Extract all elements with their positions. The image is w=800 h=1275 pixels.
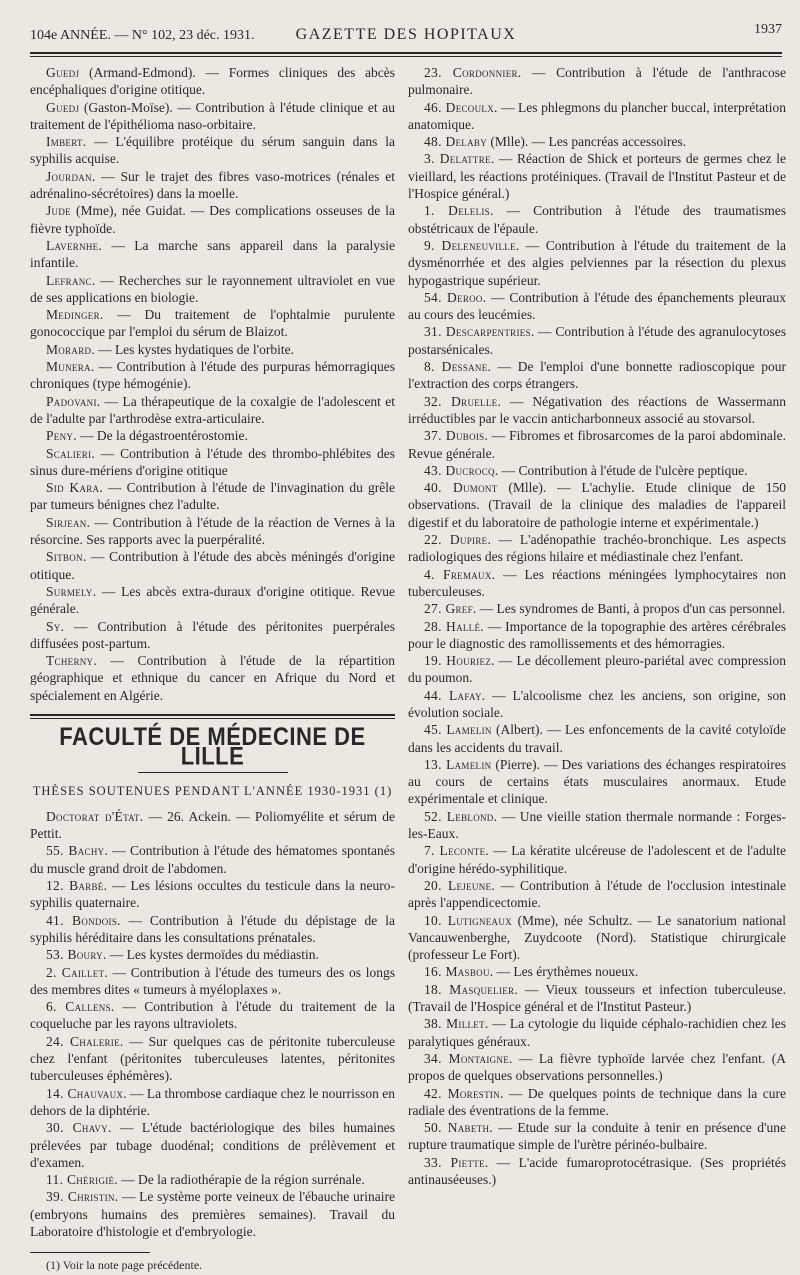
thesis-title: . — De la dégastroentérostomie. — [73, 428, 248, 444]
thesis-entry — [30, 393, 395, 428]
thesis-entry — [30, 1119, 395, 1171]
thesis-entry — [408, 202, 786, 237]
author-name: 50. Nabeth — [424, 1120, 490, 1136]
issue-info: 104e ANNÉE. — N° 102, 23 déc. 1931. — [30, 28, 255, 43]
header-rule-thin — [30, 56, 782, 57]
thesis-title: . — Contribution à l'étude de l'invagination du grêle par tumeurs bénignes chez l'adulte. — [30, 480, 395, 513]
thesis-entry — [408, 808, 786, 843]
thesis-entry — [30, 306, 395, 341]
footnote-rule — [30, 1252, 150, 1253]
short-rule — [138, 772, 288, 773]
thesis-title: (Pierre). — Des variations des échanges respiratoires au cours de certains états musculaires anormaux. Etude expérimentale et clinique. — [408, 756, 786, 807]
author-name: 6. Callens — [46, 999, 111, 1015]
thesis-entry — [30, 99, 395, 134]
author-name: 28. Hallé — [424, 618, 481, 634]
thesis-title: . — Contribution à l'étude de la réaction de Vernes à la résorcine. Ses rapports avec la puerpéralité. — [30, 514, 395, 548]
author-name: 22. Dupire — [424, 532, 488, 548]
page-header — [30, 18, 782, 48]
thesis-title: (Mlle). — Les pancréas accessoires. — [487, 134, 687, 150]
thesis-title: . — L'équilibre protéique du sérum sanguin dans la syphilis acquise. — [30, 134, 395, 167]
author-name: Padovani — [46, 393, 97, 409]
author-name: 33. Piette — [424, 1154, 485, 1170]
author-name: 43. Ducrocq — [424, 462, 495, 478]
author-name: 14. Chauvaux — [46, 1085, 124, 1101]
thesis-entry — [30, 202, 395, 237]
author-name: Morard — [46, 341, 92, 357]
thesis-title: (Albert). — Les enfoncements de la cavité cotyloïde dans les accidents du travail. — [408, 722, 786, 755]
thesis-title: . — Le décollement pleuro-pariétal avec compression du poumon. — [408, 653, 787, 686]
thesis-entry — [30, 272, 395, 307]
thesis-title: . — Importance de la topographie des artères cérébrales pour le diagnostic des ramollissements et des hémorragies. — [408, 618, 787, 651]
thesis-title: . — Recherches sur le rayonnement ultraviolet en vue de ses applications en biologie. — [30, 272, 395, 305]
left-column — [30, 64, 395, 1275]
author-name: Sitbon — [46, 549, 83, 565]
thesis-title: . — Contribution à l'étude des épanchements pleuraux au cours des leucémies. — [408, 289, 787, 323]
author-name: 12. Barbé — [46, 878, 104, 894]
author-name: 19. Houriez — [424, 653, 492, 669]
thesis-title: . — La thrombose cardiaque chez le nourrisson en dehors de la diphtérie. — [30, 1085, 395, 1118]
thesis-title: . — Les abcès extra-duraux d'origine otitique. Revue générale. — [30, 583, 395, 617]
thesis-entry — [30, 341, 395, 358]
author-name: Sy — [46, 618, 61, 634]
right-column — [408, 64, 786, 1188]
thesis-entry — [408, 99, 786, 134]
thesis-entry — [408, 1015, 786, 1050]
thesis-entry — [408, 358, 786, 393]
thesis-entry — [30, 808, 395, 843]
thesis-title: . — La cytologie du liquide céphalo-rachidien chez les paralytiques généraux. — [408, 1016, 786, 1049]
author-name: 32. Druelle — [424, 393, 498, 409]
thesis-entry — [30, 964, 395, 999]
thesis-entry — [30, 445, 395, 480]
thesis-title: . — Contribution à l'étude de l'occlusion intestinale après l'appendicectomie. — [408, 877, 786, 911]
thesis-title: . — La thérapeutique de la coxalgie de l'adolescent et de l'adulte par l'arthrodèse extra-articulaire. — [30, 393, 395, 426]
thesis-entry — [408, 64, 786, 99]
thesis-title: (Gaston-Moïse). — Contribution à l'étude clinique et au traitement de l'épithélioma naso-orbitaire. — [30, 99, 395, 132]
author-name: 31. Descarpentries — [424, 324, 531, 340]
author-name: 30. Chavy — [46, 1120, 108, 1136]
thesis-title: . — Contribution à l'étude des tumeurs des os longs des membres dites « tumeurs à myéloplaxes ». — [30, 964, 395, 997]
thesis-list-lille-a — [30, 808, 395, 1240]
thesis-title: . — Contribution à l'étude des agranulocytoses postarsénicales. — [408, 324, 786, 357]
thesis-title: . — Sur le trajet des fibres vaso-motrices (rénales et adrénalino-sécrétoires) dans la moelle. — [30, 168, 395, 202]
thesis-title: . — Etude sur la conduite à tenir en présence d'une rupture traumatique simple de l'urètre périnéo-bulbaire. — [408, 1120, 786, 1153]
thesis-title: (Mme), née Guidat. — Des complications osseuses de la fièvre typhoïde. — [30, 203, 395, 236]
author-name: Sid Kara — [46, 480, 100, 496]
thesis-entry — [408, 600, 786, 617]
author-name: 16. Masbou — [424, 964, 490, 980]
footnote: (1) Voir la note page précédente. — [46, 1258, 203, 1273]
thesis-entry — [408, 566, 786, 601]
thesis-title: . — Fibromes et fibrosarcomes de la paroi abdominale. Revue générale. — [408, 428, 786, 461]
thesis-entry — [30, 842, 395, 877]
page-number: 1937 — [754, 22, 782, 37]
author-name: Lefranc — [46, 272, 92, 288]
author-name: 53. Boury — [46, 947, 103, 963]
author-name: 45. Lamelin — [424, 722, 492, 738]
thesis-title: . — L'alcoolisme chez les anciens, son origine, son évolution sociale. — [408, 687, 786, 720]
thesis-entry — [408, 323, 786, 358]
thesis-title: . — Contribution à l'étude de l'ulcère peptique. — [494, 462, 748, 478]
thesis-title: . — Une vieille station thermale normande : Forges-les-Eaux. — [408, 808, 786, 842]
thesis-entry — [408, 150, 786, 202]
author-name: Tcherny — [46, 653, 94, 669]
thesis-entry — [408, 912, 786, 964]
thesis-title: . — Les syndromes de Banti, à propos d'un cas personnel. — [472, 601, 786, 617]
thesis-entry — [30, 133, 395, 168]
thesis-entry — [30, 618, 395, 653]
thesis-title: . — Contribution à l'étude de la répartition géographique et ethnique du cancer en Afrique du Nord et spécialement en Algérie. — [30, 653, 395, 703]
author-name: 10. Lutigneaux — [424, 912, 512, 928]
thesis-entry — [408, 479, 786, 531]
thesis-entry — [30, 427, 395, 444]
author-name: 18. Masquelier — [424, 981, 515, 997]
author-name: 23. Cordonnier — [424, 65, 518, 80]
thesis-entry — [408, 1050, 786, 1085]
thesis-entry — [408, 531, 786, 566]
author-name: 24. Chalerie — [46, 1033, 120, 1049]
thesis-title: . — Vieux tousseurs et infection tuberculeuse. (Travail de l'Hospice général et de l'Institut Pasteur.) — [408, 981, 786, 1015]
thesis-title: (Mlle). — L'achylie. Etude clinique de 150 observations. (Travail de la clinique des maladies de l'appareil digestif et du laboratoire de pathologie interne et expérimentale.) — [408, 480, 786, 530]
author-name: 54. Deroo — [424, 289, 483, 305]
thesis-title: . — Contribution à l'étude des thrombo-phlébites des sinus dure-mériens d'origine otitique — [30, 445, 395, 478]
thesis-list-lille-b — [408, 64, 786, 1188]
author-name: Medinger — [46, 307, 100, 323]
section-subhead: THÈSES SOUTENUES PENDANT L'ANNÉE 1930-1931 (1) — [32, 783, 393, 798]
header-rule — [30, 52, 782, 54]
thesis-entry — [30, 1085, 395, 1120]
thesis-entry — [408, 462, 786, 479]
author-name: Peny — [46, 428, 74, 444]
thesis-entry — [30, 877, 395, 912]
author-name: 1. Delelis — [424, 203, 490, 219]
author-name: 40. Dumont — [424, 480, 498, 496]
thesis-entry — [30, 64, 395, 99]
thesis-entry — [30, 479, 395, 514]
thesis-list-alger — [30, 64, 395, 704]
author-name: 13. Lamelin — [424, 756, 492, 772]
thesis-title: . — De la radiothérapie de la région surrénale. — [114, 1172, 365, 1188]
thesis-entry — [408, 237, 786, 289]
author-name: Sirjean — [46, 514, 87, 530]
author-name: 38. Millet — [424, 1016, 485, 1032]
author-name: 20. Lejeune — [424, 877, 492, 893]
author-name: 34. Montaigne — [424, 1050, 510, 1066]
thesis-title: . — L'adénopathie trachéo-bronchique. Les aspects radiologiques des régions hilaire et médiastinale chez l'enfant. — [408, 532, 786, 565]
section-title: FACULTÉ DE MÉDECINE DE LILLE — [59, 721, 366, 771]
thesis-title: . — Contribution à l'étude des péritonites puerpérales diffusées post-partum. — [30, 618, 395, 651]
author-name: Guedj — [46, 65, 80, 80]
author-name: 42. Morestin — [424, 1085, 500, 1101]
thesis-title: . — Les réactions méningées lymphocytaires non tuberculeuses. — [408, 566, 786, 599]
thesis-entry — [30, 514, 395, 549]
author-name: 44. Lafay — [424, 687, 482, 703]
thesis-title: . — Le système porte veineux de l'ébauche urinaire (embryons humains des premières semaines). Travail du Laboratoire d'histologie et d'embryologie. — [30, 1189, 396, 1239]
thesis-entry — [30, 237, 395, 272]
author-name: 7. Leconte — [424, 843, 486, 859]
section-rule — [30, 714, 395, 716]
thesis-entry — [30, 652, 395, 704]
author-name: 8. Dessane — [424, 359, 488, 375]
thesis-entry — [408, 721, 786, 756]
thesis-entry — [30, 1171, 395, 1188]
author-name: 37. Dubois — [424, 428, 485, 444]
thesis-entry — [408, 618, 786, 653]
thesis-entry — [30, 583, 395, 618]
thesis-title: . — Sur quelques cas de péritonite tuberculeuse chez l'enfant (péritonites tuberculeuses latentes, péritonites tuberculeuses éphémères). — [30, 1033, 395, 1084]
thesis-entry — [408, 963, 786, 980]
thesis-entry — [408, 652, 786, 687]
thesis-title: . — Les érythèmes noueux. — [489, 964, 639, 980]
author-name: Scalieri — [46, 445, 92, 461]
author-name: 9. Deleneuville — [424, 237, 516, 253]
thesis-entry — [408, 427, 786, 462]
thesis-title: . — Contribution à l'étude des hématomes spontanés du muscle grand droit de l'abdomen. — [30, 843, 395, 876]
author-name: 52. Leblond — [424, 808, 494, 824]
journal-title: GAZETTE DES HOPITAUX — [295, 26, 517, 43]
thesis-title: . — Contribution à l'étude du traitement de la coqueluche par les rayons ultraviolets. — [30, 999, 395, 1032]
author-name: 27. Gref — [424, 601, 473, 617]
author-name: Doctorat d'État — [46, 808, 140, 824]
thesis-title: . — Du traitement de l'ophtalmie purulente gonococcique par l'emploi du sérum de Blaizot. — [30, 307, 395, 340]
author-name: 41. Bondois — [46, 912, 118, 928]
thesis-title: (Mme), née Schultz. — Le sanatorium national Vancauwenberghe, Zuydcoote (Nord). Statistique chirurgicale (professeur Le Fort). — [408, 912, 786, 963]
section-rule-thin — [30, 718, 395, 719]
thesis-title: . — Les lésions occultes du testicule dans la neuro-syphilis quaternaire. — [30, 878, 395, 911]
author-name: Guedj — [46, 99, 80, 115]
author-name: Jude — [46, 203, 71, 219]
thesis-title: . — De l'emploi d'une bonnette radioscopique pour l'extraction des corps étrangers. — [408, 359, 786, 392]
author-name: Jourdan — [46, 168, 92, 184]
thesis-title: . — Négativation des réactions de Wassermann irréductibles par le vaccin anticharbonneux associé au stovarsol. — [408, 393, 786, 426]
thesis-title: . — De quelques points de technique dans la cure radiale des éventrations de la femme. — [408, 1085, 787, 1118]
thesis-title: (Armand-Edmond). — Formes cliniques des abcès encéphaliques d'origine otitique. — [30, 65, 395, 98]
author-name: 4. Fremaux — [424, 566, 492, 582]
thesis-title: . — L'étude bactériologique des biles humaines prélevées par tubage duodénal; conditions de prélèvement et d'examen. — [30, 1120, 395, 1170]
author-name: Surmely — [46, 583, 93, 599]
thesis-title: . — Les phlegmons du plancher buccal, interprétation anatomique. — [408, 99, 786, 132]
author-name: 46. Decoulx — [424, 99, 495, 115]
thesis-entry — [408, 842, 786, 877]
thesis-title: . — Contribution à l'étude de l'anthracose pulmonaire. — [408, 65, 786, 98]
author-name: 39. Christin — [46, 1189, 115, 1205]
thesis-title: . — Réaction de Shick et porteurs de germes chez le vieillard, les réactions protéiniques. (Travail de l'Institut Pasteur et de l'Hospice général.) — [408, 151, 787, 202]
thesis-entry — [30, 1188, 395, 1240]
thesis-entry — [408, 877, 786, 912]
thesis-entry — [408, 981, 786, 1016]
author-name: Lavernhe — [46, 237, 99, 253]
author-name: 11. Chérigié — [46, 1172, 115, 1188]
thesis-entry — [408, 1085, 786, 1120]
thesis-entry — [30, 1033, 395, 1085]
thesis-entry — [30, 912, 395, 947]
thesis-entry — [30, 548, 395, 583]
thesis-title: . — La kératite ulcéreuse de l'adolescent et de l'adulte d'origine hérédo-syphilitique. — [408, 843, 786, 876]
thesis-entry — [30, 168, 395, 203]
thesis-title: . — Les kystes hydatiques de l'orbite. — [91, 341, 294, 357]
thesis-entry — [30, 998, 395, 1033]
author-name: 2. Caillet — [46, 964, 105, 980]
thesis-entry — [30, 946, 395, 963]
thesis-title: . — Contribution à l'étude des abcès méningés d'origine otitique. — [30, 549, 395, 582]
thesis-title: . — Contribution à l'étude des purpuras hémorragiques chroniques (type hémogénie). — [30, 359, 395, 392]
thesis-title: . — Les kystes dermoïdes du médiastin. — [102, 947, 319, 963]
thesis-title: . — Contribution à l'étude des traumatismes obstétricaux de l'épaule. — [408, 203, 787, 236]
thesis-title: . — 26. Ackein. — Poliomyélite et sérum de Pettit. — [30, 808, 395, 842]
thesis-entry — [408, 1119, 786, 1154]
author-name: Munera — [46, 359, 91, 375]
thesis-entry — [408, 687, 786, 722]
author-name: Imbert — [46, 134, 83, 150]
thesis-entry — [408, 393, 786, 428]
thesis-entry — [30, 358, 395, 393]
thesis-title: . — L'acide fumaroprotocétrasique. (Ses propriétés antinauséeuses.) — [408, 1154, 786, 1187]
thesis-title: . — La fièvre typhoïde larvée chez l'enfant. (A propos de quelques observations personnelles.) — [408, 1050, 786, 1084]
author-name: 3. Delattre — [424, 151, 491, 167]
thesis-title: . — Contribution à l'étude du dépistage de la syphilis héréditaire dans les consultations prénatales. — [30, 912, 395, 945]
author-name: 48. Delaby — [424, 134, 487, 150]
thesis-title: . — La marche sans appareil dans la paralysie infantile. — [30, 237, 395, 271]
author-name: 55. Bachy — [46, 843, 105, 859]
thesis-title: . — Contribution à l'étude du traitement de la dysménorrhée et des algies pelviennes par la résection du plexus hypogastrique supérieur. — [408, 237, 786, 288]
thesis-entry — [408, 289, 786, 324]
thesis-entry — [408, 756, 786, 808]
thesis-entry — [408, 1154, 786, 1189]
thesis-entry — [408, 133, 786, 150]
